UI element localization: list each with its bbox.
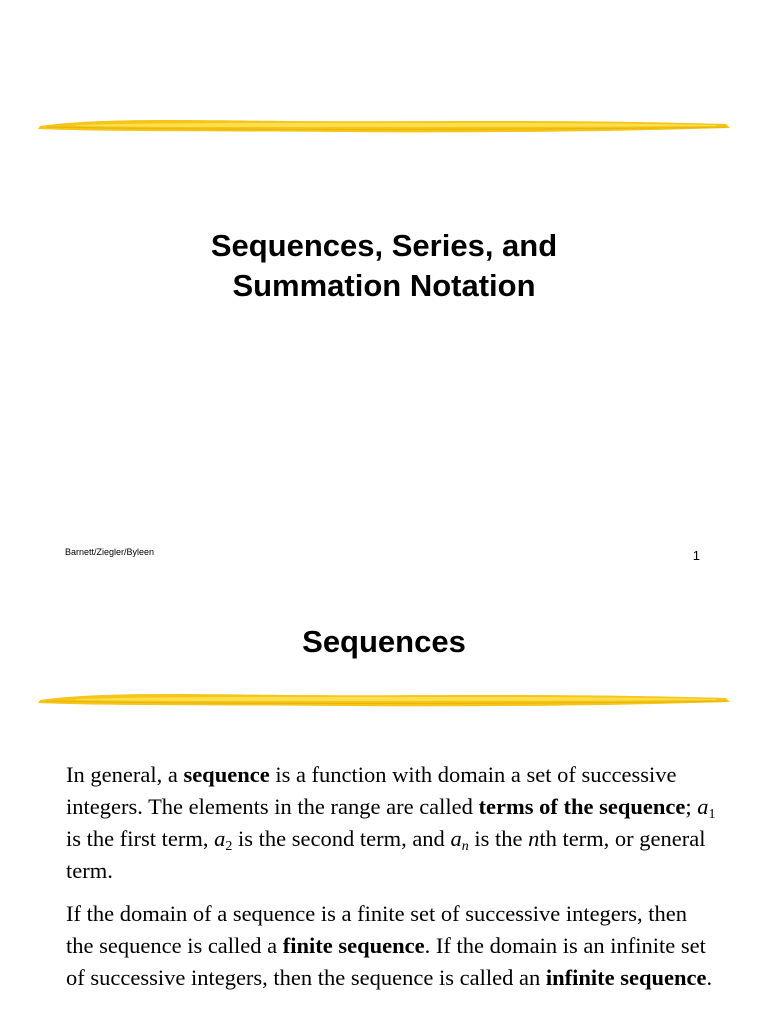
slide-title-line-2: Summation Notation — [232, 268, 536, 303]
page-number: 1 — [692, 548, 700, 563]
sequences-slide — [0, 576, 768, 1024]
term-sequence: sequence — [183, 762, 270, 787]
yellow-brush-stroke-divider — [36, 688, 732, 710]
text-run: . — [706, 965, 713, 990]
variable-n: n — [528, 826, 540, 851]
text-run: is the second term, and — [232, 826, 451, 851]
text-run: . If the domain is an infinite set of successive integers, then the sequence is called an — [66, 933, 706, 990]
subscript-2: 2 — [225, 839, 233, 854]
footer-author: Barnett/Ziegler/Byleen — [65, 547, 155, 557]
slide-title — [0, 226, 768, 306]
text-run: In general, a — [66, 762, 184, 787]
definition-paragraph — [66, 759, 716, 887]
variable-a: a — [214, 826, 226, 851]
variable-a: a — [450, 826, 462, 851]
text-run: If the domain of a sequence is a finite set of successive integers, then the sequence is called a — [66, 901, 688, 958]
slide-heading: Sequences — [302, 624, 466, 659]
finite-infinite-paragraph — [66, 898, 716, 994]
text-run: is the — [468, 826, 529, 851]
subscript-1: 1 — [708, 807, 716, 822]
term-terms-of-sequence: terms of the sequence — [478, 794, 686, 819]
text-run: ; — [685, 794, 698, 819]
yellow-brush-stroke-divider — [36, 114, 732, 136]
slide-title-line-1: Sequences, Series, and — [210, 228, 558, 263]
term-infinite-sequence: infinite sequence — [545, 965, 707, 990]
variable-a: a — [697, 794, 709, 819]
term-finite-sequence: finite sequence — [282, 933, 425, 958]
text-run: is the first term, — [66, 826, 215, 851]
text-run: th term, or general term. — [66, 826, 706, 883]
text-run: is a function with domain a set of successive integers. The elements in the range are called — [66, 762, 677, 819]
subscript-n: n — [461, 839, 469, 854]
